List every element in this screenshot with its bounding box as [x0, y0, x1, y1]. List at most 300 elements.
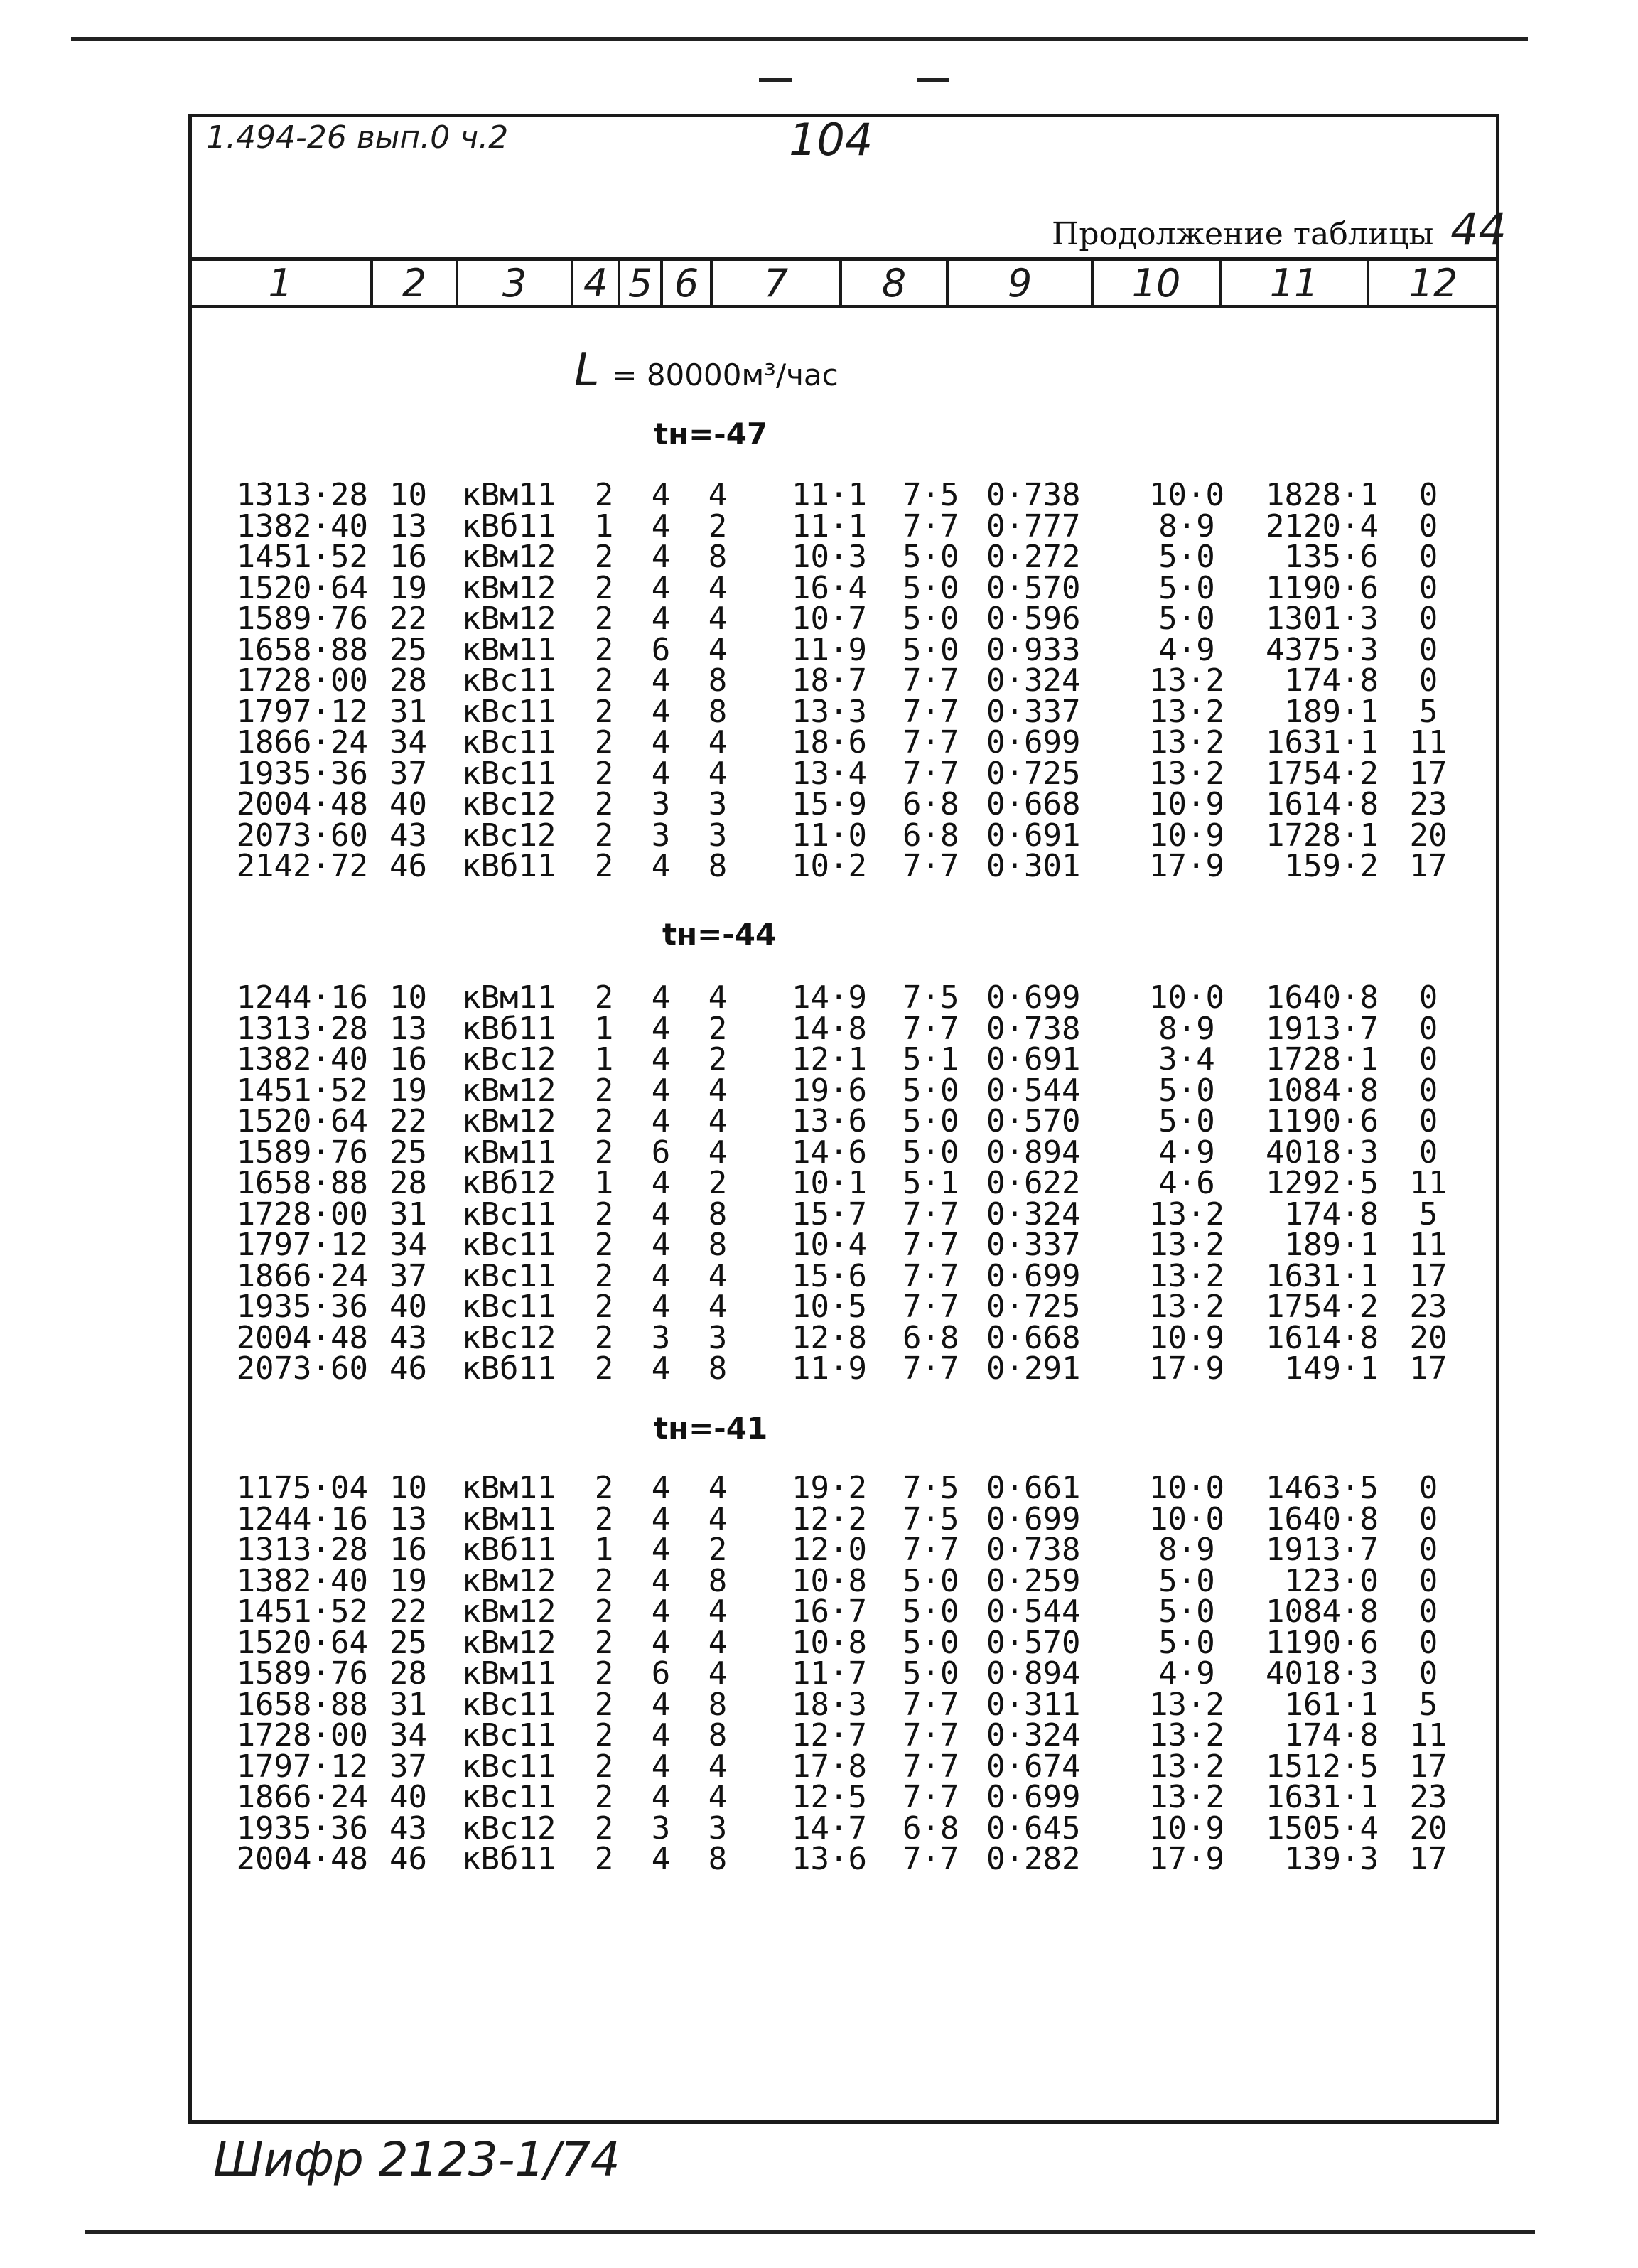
cell-col-6: 8: [708, 539, 728, 575]
cell-col-6: 4: [708, 1257, 728, 1294]
cell-col-8: 6·8: [902, 1810, 959, 1847]
table-row: [0, 1500, 1638, 1537]
cell-col-8: 6·8: [902, 786, 959, 822]
cell-col-10: 5·0: [1158, 1624, 1215, 1661]
cell-col-9: 0·301: [986, 848, 1081, 884]
cell-col-8: 5·1: [902, 1165, 959, 1201]
cell-col-11: 1913·7: [1266, 1532, 1379, 1568]
cell-col-1: 1728·00: [236, 1195, 368, 1232]
cell-col-1: 1520·64: [236, 1103, 368, 1139]
cell-col-6: 4: [708, 1134, 728, 1171]
cell-col-7: 14·9: [792, 979, 867, 1016]
cell-col-12: 0: [1418, 507, 1438, 544]
cell-col-8: 5·0: [902, 1103, 959, 1139]
cell-col-11: 135·6: [1284, 539, 1379, 575]
cell-col-9: 0·570: [986, 1624, 1081, 1661]
cell-col-10: 13·2: [1149, 1748, 1224, 1785]
cell-col-6: 8: [708, 1841, 728, 1877]
cell-col-4: 2: [594, 817, 614, 854]
cell-col-10: 8·9: [1158, 507, 1215, 544]
cell-col-1: 1589·76: [236, 601, 368, 637]
cell-col-8: 7·7: [902, 1748, 959, 1785]
table-row: [0, 1748, 1638, 1785]
cell-col-5: 4: [651, 1748, 671, 1785]
cell-col-2: 13: [389, 1010, 427, 1047]
cell-col-2: 34: [389, 1717, 427, 1753]
cell-col-6: 8: [708, 1562, 728, 1599]
cell-col-11: 1292·5: [1266, 1165, 1379, 1201]
cell-col-7: 11·0: [792, 817, 867, 854]
cell-col-4: 1: [594, 507, 614, 544]
cell-col-2: 13: [389, 1500, 427, 1537]
cell-col-4: 2: [594, 724, 614, 761]
cell-col-2: 31: [389, 693, 427, 730]
cell-col-2: 28: [389, 1655, 427, 1692]
cell-col-9: 0·738: [986, 1532, 1081, 1568]
cell-col-1: 1451·52: [236, 539, 368, 575]
cell-col-1: 1313·28: [236, 1532, 368, 1568]
cell-col-11: 1640·8: [1266, 1500, 1379, 1537]
cell-col-3: кВб11: [462, 507, 556, 544]
cell-col-8: 7·7: [902, 507, 959, 544]
cell-col-9: 0·668: [986, 786, 1081, 822]
cell-col-3: кВм11: [462, 631, 556, 668]
cell-col-1: 1451·52: [236, 1593, 368, 1630]
cell-col-1: 1313·28: [236, 1010, 368, 1047]
cell-col-9: 0·725: [986, 1289, 1081, 1325]
table-row: [0, 693, 1638, 730]
cell-col-11: 1301·3: [1266, 601, 1379, 637]
cell-col-12: 23: [1409, 1779, 1448, 1815]
cell-col-1: 2004·48: [236, 1841, 368, 1877]
cell-col-7: 18·7: [792, 662, 867, 699]
cell-col-7: 12·7: [792, 1717, 867, 1753]
cell-col-4: 2: [594, 601, 614, 637]
cell-col-7: 11·9: [792, 1350, 867, 1387]
cell-col-7: 19·6: [792, 1072, 867, 1109]
cell-col-12: 5: [1418, 1195, 1438, 1232]
cell-col-4: 2: [594, 1810, 614, 1847]
cell-col-12: 0: [1418, 1072, 1438, 1109]
cell-col-11: 4018·3: [1266, 1655, 1379, 1692]
cell-col-11: 1463·5: [1266, 1470, 1379, 1506]
cell-col-5: 4: [651, 1041, 671, 1077]
cell-col-7: 15·6: [792, 1257, 867, 1294]
cell-col-7: 13·3: [792, 693, 867, 730]
cell-col-12: 17: [1409, 1748, 1448, 1785]
cell-col-9: 0·738: [986, 477, 1081, 513]
cell-col-3: кВс11: [462, 724, 556, 761]
cell-col-7: 11·9: [792, 631, 867, 668]
cell-col-3: кВс12: [462, 1041, 556, 1077]
cell-col-6: 2: [708, 1041, 728, 1077]
cell-col-2: 40: [389, 1779, 427, 1815]
cell-col-10: 4·9: [1158, 631, 1215, 668]
cell-col-6: 2: [708, 507, 728, 544]
cell-col-12: 0: [1418, 1470, 1438, 1506]
cell-col-1: 2142·72: [236, 848, 368, 884]
cell-col-3: кВс11: [462, 1227, 556, 1263]
cell-col-1: 1797·12: [236, 1748, 368, 1785]
table-row: [0, 1562, 1638, 1599]
cell-col-6: 3: [708, 1319, 728, 1356]
cell-col-8: 7·7: [902, 1779, 959, 1815]
cell-col-3: кВм12: [462, 1103, 556, 1139]
cell-col-8: 5·0: [902, 631, 959, 668]
cell-col-9: 0·933: [986, 631, 1081, 668]
doc-reference: 1.494-26 вып.0 ч.2: [206, 119, 509, 156]
cell-col-2: 16: [389, 1532, 427, 1568]
top-dash-right: [917, 78, 949, 82]
bottom-rule: [85, 2230, 1535, 2234]
cell-col-4: 2: [594, 1072, 614, 1109]
cell-col-8: 7·7: [902, 1841, 959, 1877]
cell-col-6: 8: [708, 1195, 728, 1232]
cell-col-9: 0·699: [986, 1779, 1081, 1815]
cell-col-8: 5·0: [902, 601, 959, 637]
cell-col-11: 1828·1: [1266, 477, 1379, 513]
cell-col-5: 4: [651, 1257, 671, 1294]
cell-col-5: 4: [651, 1289, 671, 1325]
table-row: [0, 786, 1638, 822]
cell-col-11: 189·1: [1284, 693, 1379, 730]
cell-col-5: 4: [651, 848, 671, 884]
cell-col-12: 0: [1418, 979, 1438, 1016]
footer-code: Шифр 2123-1/74: [213, 2132, 620, 2187]
cell-col-1: 1520·64: [236, 1624, 368, 1661]
cell-col-2: 10: [389, 477, 427, 513]
cell-col-8: 7·7: [902, 848, 959, 884]
cell-col-9: 0·725: [986, 755, 1081, 792]
cell-col-9: 0·324: [986, 1717, 1081, 1753]
cell-col-12: 0: [1418, 569, 1438, 606]
cell-col-1: 2073·60: [236, 817, 368, 854]
cell-col-8: 7·5: [902, 477, 959, 513]
cell-col-1: 1866·24: [236, 1257, 368, 1294]
cell-col-2: 37: [389, 1748, 427, 1785]
cell-col-9: 0·272: [986, 539, 1081, 575]
table-row: [0, 1717, 1638, 1753]
cell-col-2: 46: [389, 1841, 427, 1877]
cell-col-4: 2: [594, 1717, 614, 1753]
cell-col-8: 5·0: [902, 569, 959, 606]
cell-col-3: кВм11: [462, 1470, 556, 1506]
table-row: [0, 1103, 1638, 1139]
cell-col-8: 7·7: [902, 1257, 959, 1294]
table-row: [0, 507, 1638, 544]
cell-col-4: 2: [594, 1562, 614, 1599]
cell-col-4: 2: [594, 1134, 614, 1171]
col-header-7: 7: [763, 260, 789, 306]
cell-col-3: кВм12: [462, 569, 556, 606]
cell-col-4: 2: [594, 1227, 614, 1263]
cell-col-6: 4: [708, 724, 728, 761]
cell-col-4: 2: [594, 1195, 614, 1232]
cell-col-4: 2: [594, 1593, 614, 1630]
cell-col-7: 11·1: [792, 507, 867, 544]
cell-col-9: 0·622: [986, 1165, 1081, 1201]
cell-col-9: 0·691: [986, 1041, 1081, 1077]
table-row: [0, 1319, 1638, 1356]
cell-col-10: 4·6: [1158, 1165, 1215, 1201]
cell-col-12: 0: [1418, 477, 1438, 513]
cell-col-2: 25: [389, 1624, 427, 1661]
cell-col-1: 1520·64: [236, 569, 368, 606]
cell-col-12: 0: [1418, 1500, 1438, 1537]
cell-col-8: 7·7: [902, 1350, 959, 1387]
cell-col-10: 13·2: [1149, 1289, 1224, 1325]
cell-col-11: 1631·1: [1266, 1257, 1379, 1294]
cell-col-12: 17: [1409, 755, 1448, 792]
cell-col-7: 15·7: [792, 1195, 867, 1232]
table-row: [0, 1532, 1638, 1568]
cell-col-2: 25: [389, 631, 427, 668]
cell-col-9: 0·259: [986, 1562, 1081, 1599]
flow-rate-label: [574, 344, 839, 397]
cell-col-12: 0: [1418, 1103, 1438, 1139]
cell-col-8: 5·0: [902, 1072, 959, 1109]
cell-col-7: 11·1: [792, 477, 867, 513]
cell-col-11: 174·8: [1284, 662, 1379, 699]
cell-col-9: 0·668: [986, 1319, 1081, 1356]
cell-col-8: 7·7: [902, 755, 959, 792]
flow-symbol: L: [574, 344, 600, 397]
cell-col-5: 4: [651, 1717, 671, 1753]
cell-col-9: 0·570: [986, 569, 1081, 606]
cell-col-8: 5·0: [902, 1593, 959, 1630]
cell-col-8: 5·0: [902, 1562, 959, 1599]
table-row: [0, 569, 1638, 606]
cell-col-7: 14·8: [792, 1010, 867, 1047]
cell-col-11: 161·1: [1284, 1686, 1379, 1723]
cell-col-3: кВм12: [462, 1624, 556, 1661]
cell-col-10: 5·0: [1158, 569, 1215, 606]
cell-col-8: 7·5: [902, 1470, 959, 1506]
cell-col-4: 2: [594, 979, 614, 1016]
table-row: [0, 1195, 1638, 1232]
cell-col-9: 0·738: [986, 1010, 1081, 1047]
col-header-9: 9: [1007, 260, 1033, 306]
cell-col-11: 1728·1: [1266, 817, 1379, 854]
cell-col-10: 8·9: [1158, 1532, 1215, 1568]
cell-col-11: 1084·8: [1266, 1593, 1379, 1630]
cell-col-2: 28: [389, 662, 427, 699]
cell-col-6: 8: [708, 1717, 728, 1753]
cell-col-10: 4·9: [1158, 1134, 1215, 1171]
cell-col-9: 0·661: [986, 1470, 1081, 1506]
cell-col-5: 4: [651, 1532, 671, 1568]
cell-col-11: 1913·7: [1266, 1010, 1379, 1047]
cell-col-11: 1190·6: [1266, 1624, 1379, 1661]
cell-col-2: 31: [389, 1686, 427, 1723]
cell-col-6: 8: [708, 1686, 728, 1723]
col-header-11: 11: [1269, 260, 1319, 306]
cell-col-10: 13·2: [1149, 1779, 1224, 1815]
cell-col-9: 0·544: [986, 1593, 1081, 1630]
cell-col-2: 16: [389, 1041, 427, 1077]
cell-col-10: 10·9: [1149, 1319, 1224, 1356]
cell-col-2: 28: [389, 1165, 427, 1201]
cell-col-5: 4: [651, 1227, 671, 1263]
cell-col-7: 13·6: [792, 1103, 867, 1139]
cell-col-3: кВм11: [462, 477, 556, 513]
cell-col-5: 4: [651, 1779, 671, 1815]
cell-col-12: 11: [1409, 1227, 1448, 1263]
cell-col-5: 3: [651, 1810, 671, 1847]
cell-col-10: 17·9: [1149, 848, 1224, 884]
cell-col-10: 5·0: [1158, 539, 1215, 575]
cell-col-4: 2: [594, 1779, 614, 1815]
cell-col-8: 7·7: [902, 1289, 959, 1325]
cell-col-9: 0·674: [986, 1748, 1081, 1785]
cell-col-5: 4: [651, 1470, 671, 1506]
table-row: [0, 1841, 1638, 1877]
cell-col-2: 43: [389, 1810, 427, 1847]
cell-col-10: 13·2: [1149, 662, 1224, 699]
cell-col-4: 1: [594, 1532, 614, 1568]
cell-col-10: 5·0: [1158, 1072, 1215, 1109]
cell-col-12: 0: [1418, 631, 1438, 668]
cell-col-6: 2: [708, 1165, 728, 1201]
cell-col-5: 4: [651, 601, 671, 637]
cell-col-4: 2: [594, 1841, 614, 1877]
cell-col-11: 1614·8: [1266, 786, 1379, 822]
cell-col-2: 10: [389, 979, 427, 1016]
cell-col-2: 40: [389, 1289, 427, 1325]
cell-col-10: 17·9: [1149, 1350, 1224, 1387]
cell-col-9: 0·699: [986, 1500, 1081, 1537]
cell-col-11: 1614·8: [1266, 1319, 1379, 1356]
table-row: [0, 1010, 1638, 1047]
cell-col-4: 2: [594, 693, 614, 730]
cell-col-8: 7·5: [902, 1500, 959, 1537]
cell-col-12: 11: [1409, 724, 1448, 761]
table-row: [0, 603, 1638, 635]
cell-col-10: 13·2: [1149, 755, 1224, 792]
cell-col-7: 14·6: [792, 1134, 867, 1171]
cell-col-8: 7·7: [902, 1010, 959, 1047]
cell-col-3: кВм11: [462, 1500, 556, 1537]
cell-col-8: 7·7: [902, 1227, 959, 1263]
cell-col-3: кВб12: [462, 1165, 556, 1201]
cell-col-10: 13·2: [1149, 693, 1224, 730]
cell-col-7: 13·4: [792, 755, 867, 792]
cell-col-3: кВс12: [462, 1319, 556, 1356]
table-row: [0, 1227, 1638, 1263]
cell-col-5: 4: [651, 1686, 671, 1723]
cell-col-2: 19: [389, 1072, 427, 1109]
cell-col-6: 8: [708, 1350, 728, 1387]
cell-col-1: 1382·40: [236, 1041, 368, 1077]
table-row: [0, 979, 1638, 1016]
cell-col-6: 4: [708, 1103, 728, 1139]
cell-col-10: 13·2: [1149, 724, 1224, 761]
cell-col-6: 4: [708, 1072, 728, 1109]
cell-col-12: 11: [1409, 1717, 1448, 1753]
cell-col-8: 5·0: [902, 1134, 959, 1171]
cell-col-8: 5·0: [902, 539, 959, 575]
cell-col-10: 8·9: [1158, 1010, 1215, 1047]
cell-col-5: 4: [651, 1593, 671, 1630]
cell-col-10: 10·9: [1149, 786, 1224, 822]
cell-col-6: 4: [708, 755, 728, 792]
cell-col-3: кВм12: [462, 1072, 556, 1109]
cell-col-12: 17: [1409, 1257, 1448, 1294]
cell-col-1: 1935·36: [236, 755, 368, 792]
cell-col-11: 1512·5: [1266, 1748, 1379, 1785]
cell-col-7: 10·7: [792, 601, 867, 637]
cell-col-7: 10·8: [792, 1624, 867, 1661]
cell-col-4: 2: [594, 1470, 614, 1506]
cell-col-9: 0·699: [986, 979, 1081, 1016]
col-header-1: 1: [268, 260, 293, 306]
cell-col-6: 3: [708, 1810, 728, 1847]
cell-col-12: 5: [1418, 693, 1438, 730]
cell-col-4: 2: [594, 1319, 614, 1356]
cell-col-7: 13·6: [792, 1841, 867, 1877]
cell-col-7: 10·1: [792, 1165, 867, 1201]
cell-col-6: 8: [708, 1227, 728, 1263]
cell-col-7: 15·9: [792, 786, 867, 822]
cell-col-3: кВс11: [462, 693, 556, 730]
cell-col-7: 18·6: [792, 724, 867, 761]
cell-col-10: 13·2: [1149, 1227, 1224, 1263]
cell-col-4: 2: [594, 786, 614, 822]
cell-col-2: 37: [389, 755, 427, 792]
cell-col-1: 1589·76: [236, 1134, 368, 1171]
table-row: [0, 1655, 1638, 1692]
cell-col-10: 10·0: [1149, 1500, 1224, 1537]
cell-col-12: 23: [1409, 786, 1448, 822]
cell-col-5: 3: [651, 817, 671, 854]
cell-col-12: 5: [1418, 1686, 1438, 1723]
cell-col-11: 174·8: [1284, 1717, 1379, 1753]
cell-col-10: 5·0: [1158, 1103, 1215, 1139]
col-header-3: 3: [502, 260, 527, 306]
cell-col-10: 10·0: [1149, 477, 1224, 513]
cell-col-5: 4: [651, 1165, 671, 1201]
cell-col-1: 1244·16: [236, 1500, 368, 1537]
cell-col-4: 2: [594, 539, 614, 575]
cell-col-4: 2: [594, 662, 614, 699]
cell-col-1: 1866·24: [236, 724, 368, 761]
table-row: [0, 662, 1638, 699]
cell-col-7: 18·3: [792, 1686, 867, 1723]
cell-col-3: кВм11: [462, 1655, 556, 1692]
cell-col-5: 4: [651, 693, 671, 730]
cell-col-9: 0·324: [986, 1195, 1081, 1232]
cell-col-3: кВс12: [462, 1810, 556, 1847]
cell-col-5: 4: [651, 979, 671, 1016]
cell-col-6: 4: [708, 1289, 728, 1325]
col-header-4: 4: [583, 260, 608, 306]
cell-col-1: 1935·36: [236, 1289, 368, 1325]
table-row: [0, 1072, 1638, 1109]
table-row: [0, 477, 1638, 513]
cell-col-10: 13·2: [1149, 1195, 1224, 1232]
cell-col-1: 1797·12: [236, 1227, 368, 1263]
cell-col-7: 10·5: [792, 1289, 867, 1325]
cell-col-6: 4: [708, 477, 728, 513]
table-row: [0, 1165, 1638, 1201]
cell-col-11: 1640·8: [1266, 979, 1379, 1016]
cell-col-10: 10·0: [1149, 1470, 1224, 1506]
cell-col-10: 10·9: [1149, 1810, 1224, 1847]
cell-col-5: 4: [651, 662, 671, 699]
cell-col-5: 4: [651, 755, 671, 792]
cell-col-3: кВм11: [462, 979, 556, 1016]
cell-col-7: 12·1: [792, 1041, 867, 1077]
